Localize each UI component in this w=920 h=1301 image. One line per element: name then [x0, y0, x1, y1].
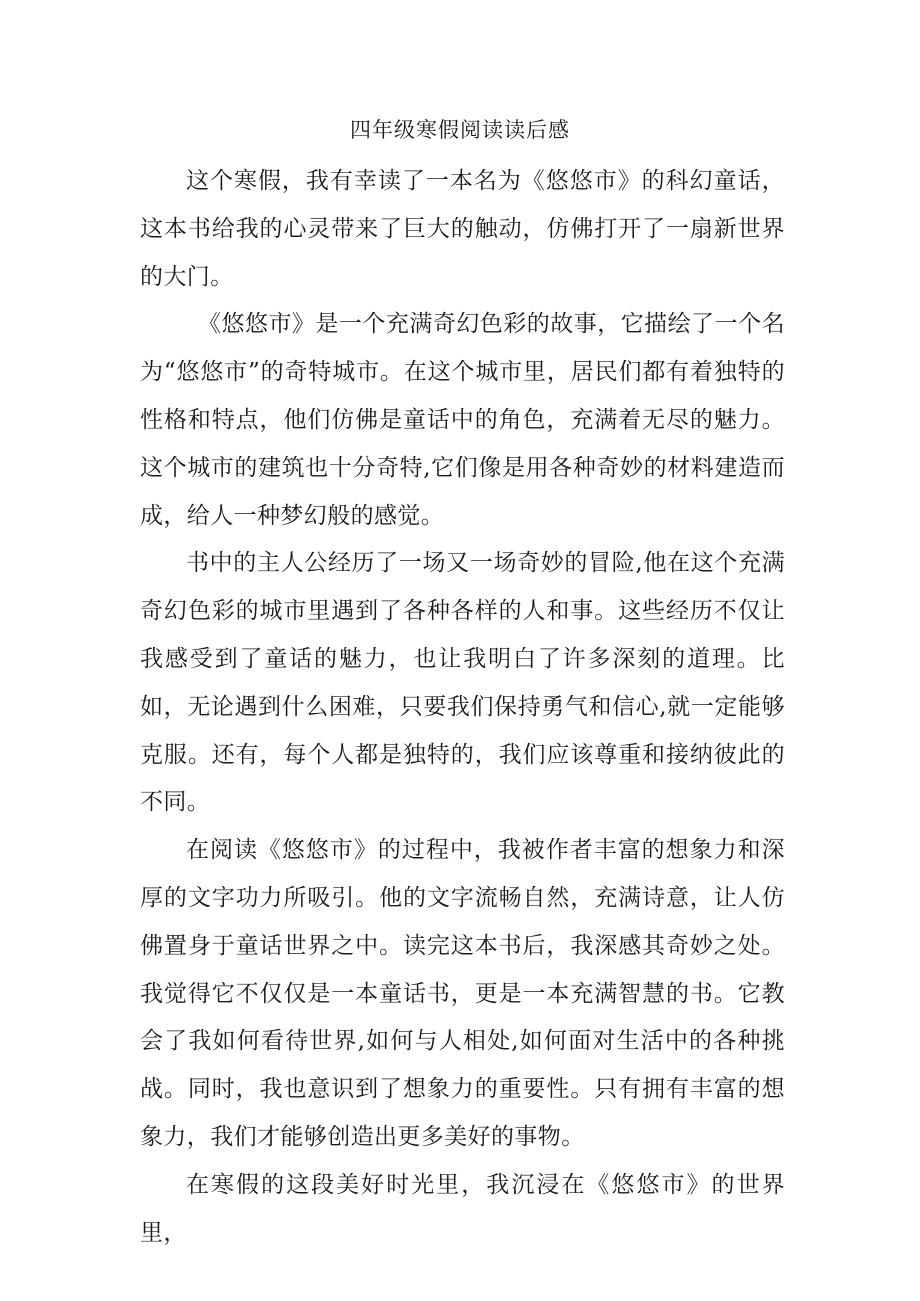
paragraph-4: 在阅读《悠悠市》的过程中，我被作者丰富的想象力和深厚的文字功力所吸引。他的文字流畅自然，充满诗意，让人仿佛置身于童话世界之中。读完这本书后，我深感其奇妙之处。我觉得它不仅仅是一本童话书，更是一本充满智慧的书。它教会了我如何看待世界,如何与人相处,如何面对生活中的各种挑战。同时，我也意识到了想象力的重要性。只有拥有丰富的想象力，我们才能够创造出更多美好的事物。 — [140, 837, 785, 1150]
paragraph-3: 书中的主人公经历了一场又一场奇妙的冒险,他在这个充满奇幻色彩的城市里遇到了各种各样的人和事。这些经历不仅让我感受到了童话的魅力，也让我明白了许多深刻的道理。比如，无论遇到什么困难，只要我们保持勇气和信心,就一定能够克服。还有，每个人都是独特的，我们应该尊重和接纳彼此的不同。 — [140, 550, 785, 816]
page-title: 四年级寒假阅读读后感 — [350, 118, 570, 142]
paragraph-1: 这个寒假，我有幸读了一本名为《悠悠市》的科幻童话，这本书给我的心灵带来了巨大的触动，仿佛打开了一扇新世界的大门。 — [140, 168, 785, 290]
paragraph-2: 《悠悠市》是一个充满奇幻色彩的故事，它描绘了一个名为“悠悠市”的奇特城市。在这个城市里，居民们都有着独特的性格和特点，他们仿佛是童话中的角色，充满着无尽的魅力。这个城市的建筑也十分奇特,它们像是用各种奇妙的材料建造而成，给人一种梦幻般的感觉。 — [140, 311, 785, 529]
paragraph-5: 在寒假的这段美好时光里，我沉浸在《悠悠市》的世界里， — [140, 1171, 785, 1246]
document-body — [140, 158, 785, 1257]
